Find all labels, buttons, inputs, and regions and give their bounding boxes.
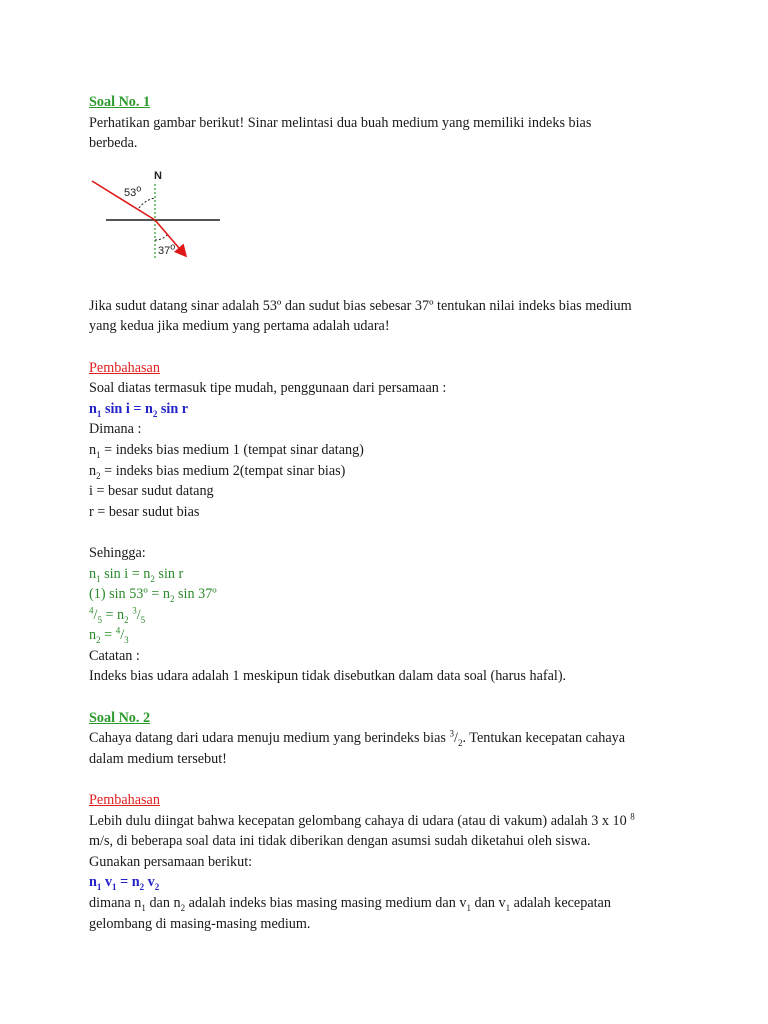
document-page (89, 92, 689, 934)
sehingga-label: Sehingga: (89, 544, 146, 561)
definition-i: i = besar sudut datang (89, 483, 214, 500)
dimana-label: Dimana : (89, 421, 142, 438)
soal-2-heading: Soal No. 2 (89, 709, 151, 726)
solution-step-3: $^4/_5 = n_2$ $^3/_5$ (89, 604, 146, 625)
solution-step-2: (1) sin 53º = $n_2$ sin 37º (89, 586, 217, 604)
soal-1-heading: Soal No. 1 (89, 94, 151, 110)
catatan-label: Catatan : (89, 647, 140, 664)
normal-label: N (154, 169, 162, 182)
solution-step-1: $n_1$ $\sin i = n_2$ sin r (89, 565, 184, 584)
incident-angle-label: 53$^o$ (124, 183, 142, 199)
soal-1-intro-line-2: berbeda. (89, 135, 138, 152)
incident-angle-arc (139, 198, 155, 208)
pembahasan-1-intro: Soal diatas termasuk tipe mudah, penggunaan dari persamaan : (89, 380, 447, 397)
pembahasan-2-line-1: Lebih dulu diingat bahwa kecepatan gelombang cahaya di udara (atau di vakum) adalah 3 x 10 $^8$ (89, 810, 635, 829)
pembahasan-2-line-2: m/s, di beberapa soal data ini tidak diberikan dengan asumsi sudah diketahui oleh siswa. (89, 833, 591, 850)
pembahasan-2-line-3: Gunakan persamaan berikut: (89, 853, 253, 870)
catatan-text: Indeks bias udara adalah 1 meskipun tidak disebutkan dalam data soal (harus hafal). (89, 668, 567, 685)
definition-n1: $n_1$ = indeks bias medium 1 (tempat sinar datang) (89, 441, 364, 460)
soal-1-question-line-1: Jika sudut datang sinar adalah 53º dan sudut bias sebesar 37º tentukan nilai indeks bias medium (89, 297, 632, 314)
solution-step-4: $n_2 = ^4/_3$ (89, 625, 129, 646)
soal-1-intro-line-1: Perhatikan gambar berikut! Sinar melintasi dua buah medium yang memiliki indeks bias (89, 114, 592, 131)
refracted-angle-label: 37$^o$ (158, 241, 176, 257)
pembahasan-2-line-5: gelombang di masing-masing medium. (89, 915, 311, 932)
pembahasan-2-line-4: dimana $n_1$ dan $n_2$ adalah indeks bias masing masing medium dan $v_1$ dan $v_1$ adalah kecepatan (89, 895, 611, 913)
pembahasan-2-heading: Pembahasan (89, 792, 160, 809)
wave-speed-formula: $n_1$ $v_1 = n_2$ $v_2$ (89, 874, 160, 893)
pembahasan-1-heading: Pembahasan (89, 359, 160, 376)
snell-law-formula: $n_1$ $\sin i = n_2$ sin r (89, 400, 189, 419)
definition-n2: $n_2$ = indeks bias medium 2(tempat sinar bias) (89, 462, 346, 481)
refraction-diagram (89, 168, 689, 276)
definition-r: r = besar sudut bias (89, 503, 200, 520)
soal-1-question-line-2: yang kedua jika medium yang pertama adalah udara! (89, 318, 390, 335)
soal-2-line-2: dalam medium tersebut! (89, 750, 227, 767)
refracted-angle-arc (155, 234, 168, 240)
soal-2-line-1: Cahaya datang dari udara menuju medium yang berindeks bias $^3/_2$. Tentukan kecepatan cahaya (89, 728, 626, 749)
